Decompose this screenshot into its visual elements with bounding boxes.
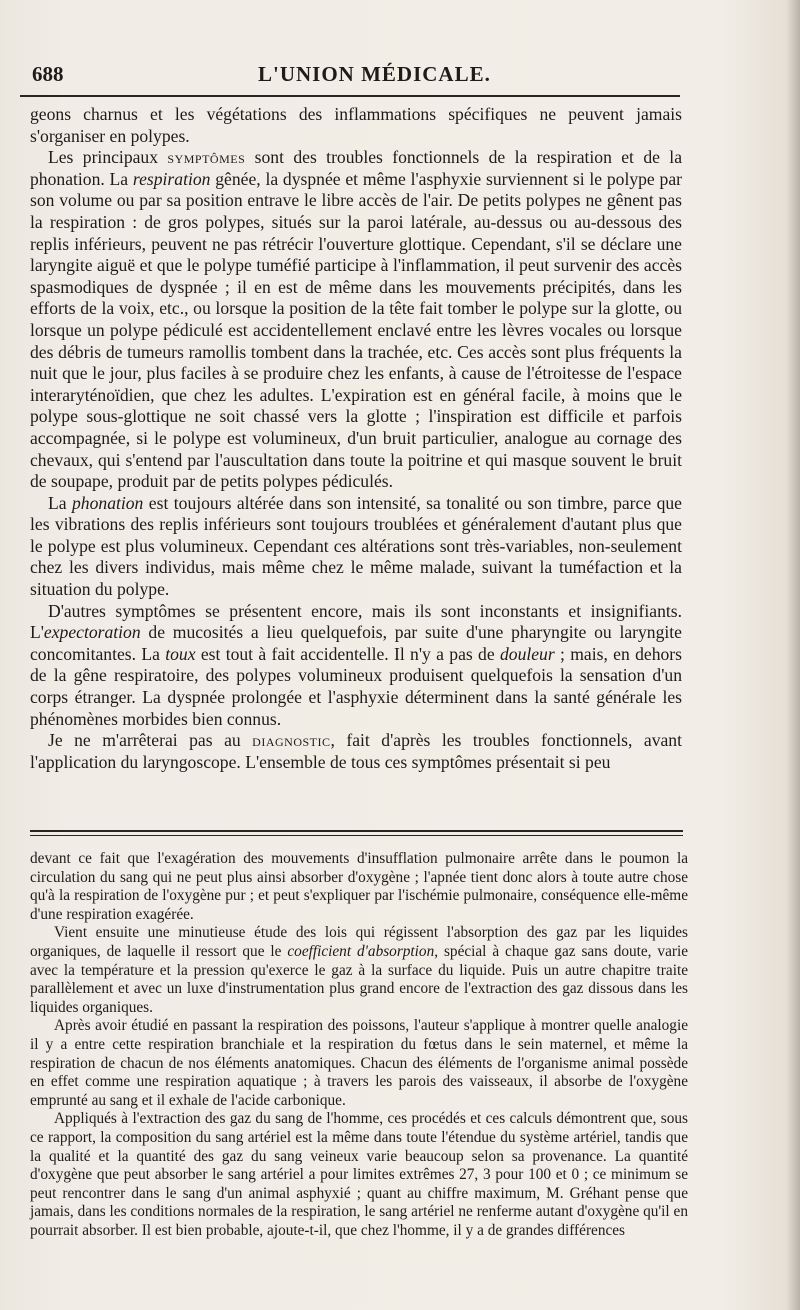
paragraph-3: La phonation est toujours altérée dans son intensité, sa tonalité ou son timbre, parce que les vibrations des replis inférieurs sont toujours troublées et généralement d'autant plus que le polype est plus volumineux. Cependant ces altérations sont très-variables, non-seulement chez les divers individus, mais même chez le même malade, suivant la tuméfaction et la situation du polype. [30, 492, 682, 600]
paragraph-5: Je ne m'arrêterai pas au diagnostic, fait d'après les troubles fonctionnels, avant l'application du laryngoscope. L'ensemble de tous ces symptômes présentait si peu [30, 730, 682, 772]
main-text [30, 104, 682, 773]
keyword-phonation: phonation [72, 492, 144, 513]
footnote-paragraph-2: Vient ensuite une minutieuse étude des lois qui régissent l'absorption des gaz par les liquides organiques, de laquelle il ressort que le coefficient d'absorption, spécial à chaque gaz sans doute, varie avec la température et la pression qu'exerce le gaz à la surface du liquide. Puis un autre chapitre traite parallèlement et avec un luxe d'instrumentation plus grand encore de l'extraction des gaz dissous dans les liquides organiques. [30, 924, 689, 1016]
running-title: L'UNION MÉDICALE. [258, 62, 491, 86]
footnote-paragraph-3: Après avoir étudié en passant la respiration des poissons, l'auteur s'applique à montrer quelle analogie il y a entre cette respiration branchiale et la respiration du fœtus dans le sein maternel, et même la respiration de chacun de nos éléments anatomiques. Chacun des éléments de l'organisme animal possède en effet comme une respiration aquatique ; à travers les parois des vaisseaux, il absorbe de l'oxygène emprunté au sang et il exhale de l'acide carbonique. [30, 1017, 688, 1109]
footnote-paragraph-4: Appliqués à l'extraction des gaz du sang de l'homme, ces procédés et ces calculs démontrent que, sous ce rapport, la composition du sang artériel est la même dans toute l'étendue du système artériel, tandis que la qualité et la quantité des gaz du sang veineux varie beaucoup selon sa provenance. La quantité d'oxygène que peut absorber le sang artériel a pour limites extrêmes 27, 3 pour 100 et 0 ; ce minimum se peut rencontrer dans le sang d'un animal asphyxié ; quant au chiffre maximum, M. Gréhant pense que jamais, dans les conditions normales de la respiration, le sang artériel ne renferme autant d'oxygène qu'il en pourrait absorber. Il est bien probable, ajoute-t-il, que chez l'homme, il y a de grandes différences [30, 1110, 688, 1239]
keyword-douleur: douleur [499, 643, 555, 664]
keyword-respiration: respiration [132, 168, 211, 189]
header-rule [20, 95, 680, 97]
keyword-expectoration: expectoration [43, 622, 141, 643]
footnote-paragraph-1: devant ce fait que l'exagération des mouvements d'insufflation pulmonaire arrête dans le poumon la circulation du sang qui ne peut plus ainsi absorber d'oxygène ; l'apnée tient donc alors à toute autre chose qu'à la respiration de l'oxygène pur ; et peut s'expliquer par l'ischémie pulmonaire, conséquence elle-même d'une respiration exagérée. [30, 850, 688, 923]
footnote-section [30, 850, 688, 1240]
paragraph-4: D'autres symptômes se présentent encore, mais ils sont inconstants et insignifiants. L'expectoration de mucosités a lieu quelquefois, par suite d'une pharyngite ou laryngite concomitantes. La toux est tout à fait accidentelle. Il n'y a pas de douleur ; mais, en dehors de la gêne respiratoire, des polypes volumineux produisent quelquefois la sensation d'un corps étranger. La dyspnée prolongée et l'asphyxie déterminent dans la santé générale les phénomènes morbides bien connus. [30, 600, 683, 729]
footnote-separator [30, 830, 683, 836]
paragraph-2: Les principaux symptômes sont des troubles fonctionnels de la respiration et de la phonation. La respiration gênée, la dyspnée et même l'asphyxie surviennent si le polype par son volume ou par sa position entrave le libre accès de l'air. De petits polypes ne gênent pas la respiration : de gros polypes, situés sur la paroi latérale, au-dessus ou au-dessous des replis inférieurs, peuvent ne pas rétrécir l'ouverture glottique. Cependant, s'il se déclare une laryngite aiguë et que le polype tuméfié participe à l'inflammation, il peut survenir des accès spasmodiques de dyspnée ; il en est de même dans les mouvements précipités, dans les efforts de la voix, etc., ou lorsque la position de la tête fait tomber le polype sur la glotte, ou lorsque un polype pédiculé est accidentellement enclavé entre les lèvres vocales ou lorsque des débris de tumeurs ramollis tombent dans la trachée, etc. Ces accès sont plus fréquents la nuit que le jour, plus faciles à se produire chez les enfants, à cause de l'étroitesse de l'espace interaryténoïdien, que chez les adultes. L'expiration est en général facile, à moins que le polype sous-glottique ne soit chassé vers la glotte ; l'inspiration est difficile et parfois accompagnée, si le polype est volumineux, d'un bruit particulier, analogue au cornage des chevaux, qui s'entend par l'auscultation dans toute la poitrine et qui masque souvent le bruit de soupape, produit par de petits polypes pédiculés. [30, 147, 683, 492]
keyword-toux: toux [165, 643, 196, 664]
page-header [32, 60, 687, 90]
page-number: 688 [32, 62, 64, 86]
page-edge-shadow [786, 0, 800, 1310]
keyword-diagnostic: diagnostic [252, 730, 331, 751]
paragraph-1: geons charnus et les végétations des inflammations spécifiques ne peuvent jamais s'organiser en polypes. [30, 104, 682, 146]
keyword-symptomes: symptômes [167, 147, 246, 168]
keyword-coefficient: coefficient d'absorption [287, 942, 435, 960]
